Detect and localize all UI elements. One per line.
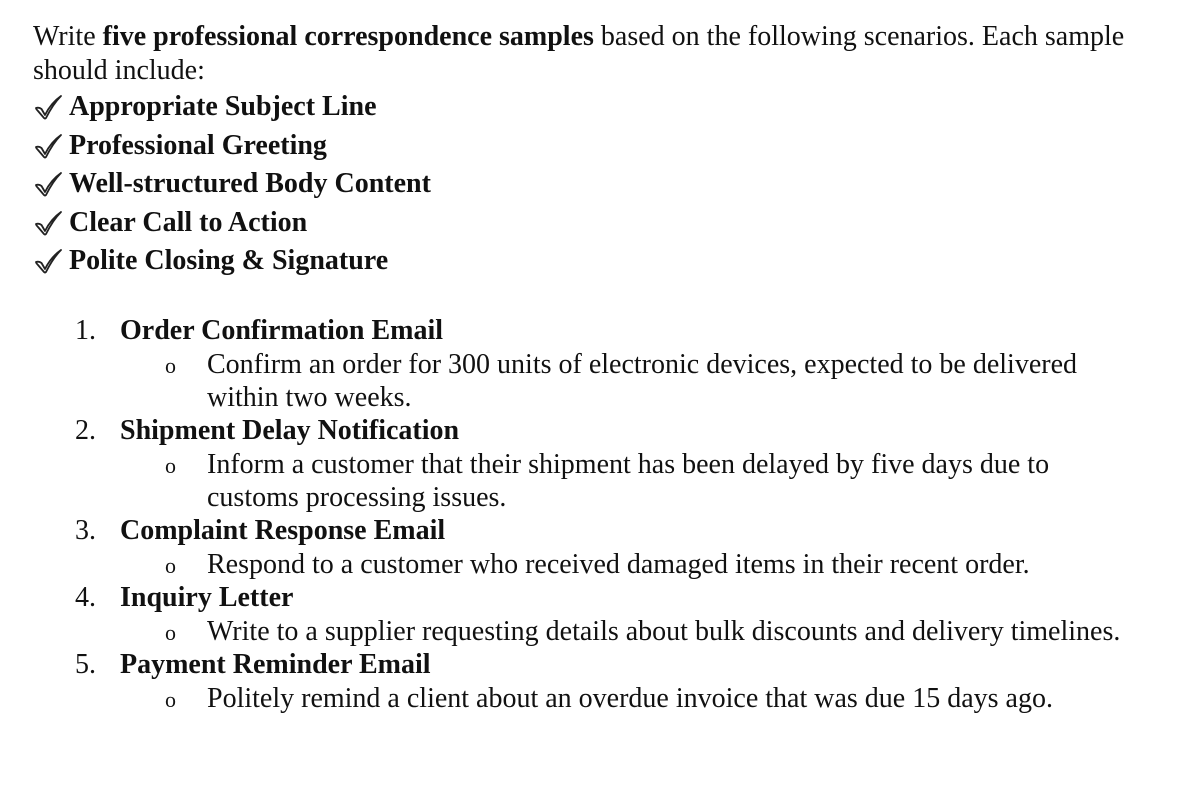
scenario-detail	[120, 615, 1135, 648]
hollow-circle-bullet-icon: o	[165, 353, 176, 378]
scenario-number: 1.	[75, 315, 96, 346]
checklist-item-label: Professional Greeting	[69, 129, 327, 161]
intro-suffix: based on the following scenarios. Each sample should include:	[33, 21, 1125, 86]
scenario-detail	[120, 448, 1135, 514]
scenario-title: Order Confirmation Email	[120, 315, 444, 346]
requirements-checklist	[33, 88, 1153, 281]
scenario-title: Shipment Delay Notification	[120, 415, 460, 446]
scenario-detail-text: Write to a supplier requesting details about bulk discounts and delivery timelines.	[207, 616, 1121, 647]
scenario-number: 3.	[75, 515, 96, 546]
intro-paragraph	[33, 20, 1153, 88]
checklist-item-label: Clear Call to Action	[69, 206, 308, 238]
scenario-item	[75, 314, 1135, 414]
scenario-item	[75, 514, 1135, 581]
scenario-detail-text: Confirm an order for 300 units of electronic devices, expected to be delivered within two weeks.	[207, 349, 1078, 413]
intro-prefix: Write	[33, 21, 103, 52]
scenario-number: 5.	[75, 649, 96, 680]
scenario-item	[75, 648, 1135, 715]
scenario-number: 2.	[75, 415, 96, 446]
hollow-circle-bullet-icon: o	[165, 687, 176, 712]
check-mark-icon	[33, 132, 63, 160]
check-mark-icon	[33, 170, 63, 198]
check-mark-icon	[33, 209, 63, 237]
scenario-item	[75, 414, 1135, 514]
scenario-number: 4.	[75, 582, 96, 613]
document-body	[33, 20, 1153, 714]
checklist-item-label: Well-structured Body Content	[69, 168, 431, 199]
scenario-detail	[120, 348, 1135, 414]
checklist-item	[33, 242, 1153, 281]
scenario-item	[75, 581, 1135, 648]
check-mark-icon	[33, 247, 63, 275]
scenario-title: Inquiry Letter	[120, 582, 294, 613]
hollow-circle-bullet-icon: o	[165, 453, 176, 478]
scenario-detail-text: Politely remind a client about an overdue invoice that was due 15 days ago.	[207, 683, 1053, 714]
intro-bold-phrase: five professional correspondence samples	[102, 21, 594, 52]
scenario-detail	[120, 682, 1135, 715]
checklist-item	[33, 127, 1153, 166]
hollow-circle-bullet-icon: o	[165, 620, 176, 645]
checklist-item	[33, 165, 1153, 204]
scenario-detail-text: Respond to a customer who received damaged items in their recent order.	[207, 549, 1030, 580]
scenario-title: Complaint Response Email	[120, 515, 446, 546]
checklist-item-label: Appropriate Subject Line	[69, 91, 377, 122]
checklist-item-label: Polite Closing & Signature	[69, 245, 389, 276]
checklist-item	[33, 88, 1153, 127]
scenario-detail	[120, 548, 1135, 581]
scenario-title: Payment Reminder Email	[120, 649, 431, 680]
scenario-detail-text: Inform a customer that their shipment has been delayed by five days due to customs processing issues.	[207, 449, 1050, 513]
hollow-circle-bullet-icon: o	[165, 553, 176, 578]
scenario-list	[75, 314, 1135, 715]
checklist-item	[33, 204, 1153, 243]
check-mark-icon	[33, 93, 63, 121]
